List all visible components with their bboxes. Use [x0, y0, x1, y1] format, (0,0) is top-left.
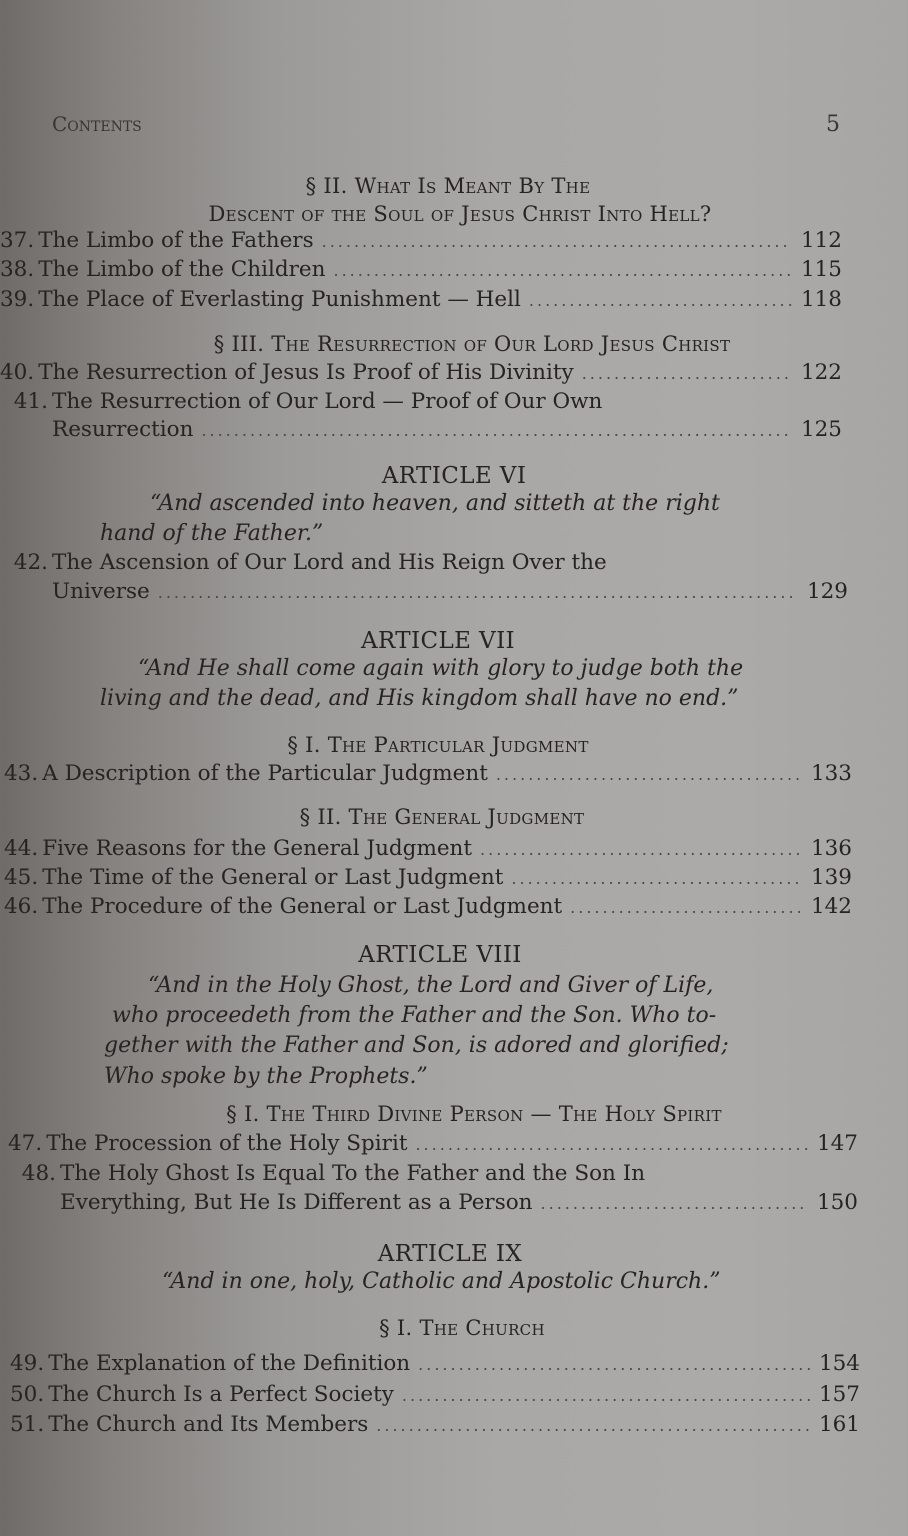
- leader-dots: [570, 894, 802, 922]
- entry-page: 157: [818, 1382, 860, 1407]
- toc-entry-continuation[interactable]: [46, 578, 848, 607]
- entry-number: 50.: [10, 1382, 45, 1407]
- entry-page: 115: [800, 257, 842, 282]
- entry-number: 51.: [10, 1412, 45, 1437]
- article-heading: ARTICLE VIII: [358, 942, 522, 968]
- entry-page: 139: [810, 865, 852, 890]
- toc-entry[interactable]: [10, 1350, 860, 1379]
- entry-number: 44.: [4, 836, 39, 861]
- entry-page: 133: [810, 761, 852, 786]
- entry-number: 47.: [8, 1131, 43, 1156]
- entry-title: Universe: [52, 579, 150, 604]
- entry-title: The Place of Everlasting Punishment — Hell: [38, 287, 521, 312]
- entry-number: 43.: [4, 761, 39, 786]
- leader-dots: [158, 579, 798, 607]
- article-quote: “And in the Holy Ghost, the Lord and Giver of Life,: [148, 973, 714, 998]
- article-heading: ARTICLE VI: [381, 463, 527, 489]
- toc-entry[interactable]: [8, 1160, 858, 1188]
- running-title: Contents: [52, 112, 142, 136]
- entry-title: The Limbo of the Fathers: [38, 228, 314, 253]
- leader-dots: [402, 1382, 810, 1410]
- entry-page: 142: [810, 894, 852, 919]
- entry-title: Five Reasons for the General Judgment: [42, 836, 473, 861]
- toc-entry-continuation[interactable]: [46, 416, 842, 445]
- section-heading: § I. The Third Divine Person — The Holy Spirit: [226, 1102, 722, 1126]
- entry-page: 147: [816, 1131, 858, 1156]
- entry-number: 49.: [10, 1351, 45, 1376]
- entry-title: Resurrection: [52, 417, 194, 442]
- leader-dots: [529, 287, 792, 315]
- article-quote: hand of the Father.”: [100, 521, 324, 546]
- toc-entry[interactable]: [0, 256, 842, 285]
- entry-page: 150: [816, 1190, 858, 1215]
- entry-number: 38.: [0, 257, 35, 282]
- entry-number: 45.: [4, 865, 39, 890]
- article-quote: gether with the Father and Son, is adored and glorified;: [104, 1033, 729, 1058]
- entry-title: The Church and Its Members: [48, 1412, 369, 1437]
- entry-number: 48.: [21, 1161, 56, 1186]
- toc-entry[interactable]: [0, 359, 842, 388]
- entry-title: Everything, But He Is Different as a Person: [60, 1190, 533, 1215]
- toc-entry[interactable]: [0, 549, 842, 577]
- toc-entry[interactable]: [0, 227, 842, 256]
- toc-entry[interactable]: [4, 893, 852, 922]
- entry-title: The Explanation of the Definition: [48, 1351, 411, 1376]
- entry-title: The Limbo of the Children: [38, 257, 326, 282]
- entry-title: The Time of the General or Last Judgment: [42, 865, 504, 890]
- entry-page: 161: [818, 1412, 860, 1437]
- entry-number: 40.: [0, 360, 35, 385]
- entry-title: The Resurrection of Jesus Is Proof of His Divinity: [38, 360, 574, 385]
- leader-dots: [322, 228, 792, 256]
- entry-title: The Procession of the Holy Spirit: [46, 1131, 408, 1156]
- running-head: [52, 112, 840, 137]
- leader-dots: [415, 1131, 808, 1159]
- leader-dots: [201, 417, 792, 445]
- entry-number: 37.: [0, 228, 35, 253]
- article-quote: “And ascended into heaven, and sitteth at the right: [150, 491, 720, 516]
- article-heading: ARTICLE VII: [360, 628, 516, 654]
- article-quote: Who spoke by the Prophets.”: [104, 1064, 428, 1089]
- section-heading: § II. The General Judgment: [299, 805, 585, 829]
- entry-page: 118: [800, 287, 842, 312]
- leader-dots: [582, 360, 792, 388]
- entry-title: The Ascension of Our Lord and His Reign Over the: [52, 550, 607, 575]
- leader-dots: [496, 761, 802, 789]
- article-quote: “And in one, holy, Catholic and Apostolic Church.”: [162, 1269, 721, 1294]
- entry-page: 125: [800, 417, 842, 442]
- toc-entry[interactable]: [10, 1411, 860, 1440]
- toc-entry[interactable]: [0, 388, 842, 416]
- toc-entry[interactable]: [8, 1130, 858, 1159]
- section-heading: § I. The Particular Judgment: [287, 733, 589, 757]
- entry-title: The Church Is a Perfect Society: [48, 1382, 394, 1407]
- entry-number: 41.: [13, 389, 48, 414]
- section-heading: Descent of the Soul of Jesus Christ Into Hell?: [208, 202, 712, 226]
- toc-entry[interactable]: [10, 1381, 860, 1410]
- entry-page: 112: [800, 228, 842, 253]
- entry-title: A Description of the Particular Judgment: [42, 761, 488, 786]
- entry-title: The Resurrection of Our Lord — Proof of Our Own: [52, 389, 603, 414]
- entry-page: 122: [800, 360, 842, 385]
- section-heading: § I. The Church: [379, 1316, 545, 1340]
- entry-number: 42.: [13, 550, 48, 575]
- leader-dots: [480, 836, 802, 864]
- article-quote: living and the dead, and His kingdom shall have no end.”: [100, 686, 739, 711]
- toc-entry[interactable]: [4, 760, 852, 789]
- toc-entry[interactable]: [4, 835, 852, 864]
- toc-entry[interactable]: [0, 286, 842, 315]
- leader-dots: [376, 1412, 810, 1440]
- entry-page: 129: [806, 579, 848, 604]
- entry-number: 46.: [4, 894, 39, 919]
- toc-entry[interactable]: [4, 864, 852, 893]
- leader-dots: [541, 1190, 808, 1218]
- page-number: 5: [826, 112, 840, 137]
- toc-entry-continuation[interactable]: [54, 1189, 858, 1218]
- article-quote: “And He shall come again with glory to judge both the: [138, 656, 744, 681]
- entry-page: 136: [810, 836, 852, 861]
- entry-title: The Holy Ghost Is Equal To the Father and the Son In: [60, 1161, 646, 1186]
- leader-dots: [333, 257, 792, 285]
- entry-title: The Procedure of the General or Last Judgment: [42, 894, 563, 919]
- entry-page: 154: [818, 1351, 860, 1376]
- entry-number: 39.: [0, 287, 35, 312]
- leader-dots: [418, 1351, 810, 1379]
- article-heading: ARTICLE IX: [377, 1241, 523, 1267]
- leader-dots: [511, 865, 802, 893]
- section-heading: § II. What Is Meant By The: [305, 174, 591, 198]
- article-quote: who proceedeth from the Father and the Son. Who to-: [112, 1003, 717, 1028]
- section-heading: § III. The Resurrection of Our Lord Jesus Christ: [213, 332, 731, 356]
